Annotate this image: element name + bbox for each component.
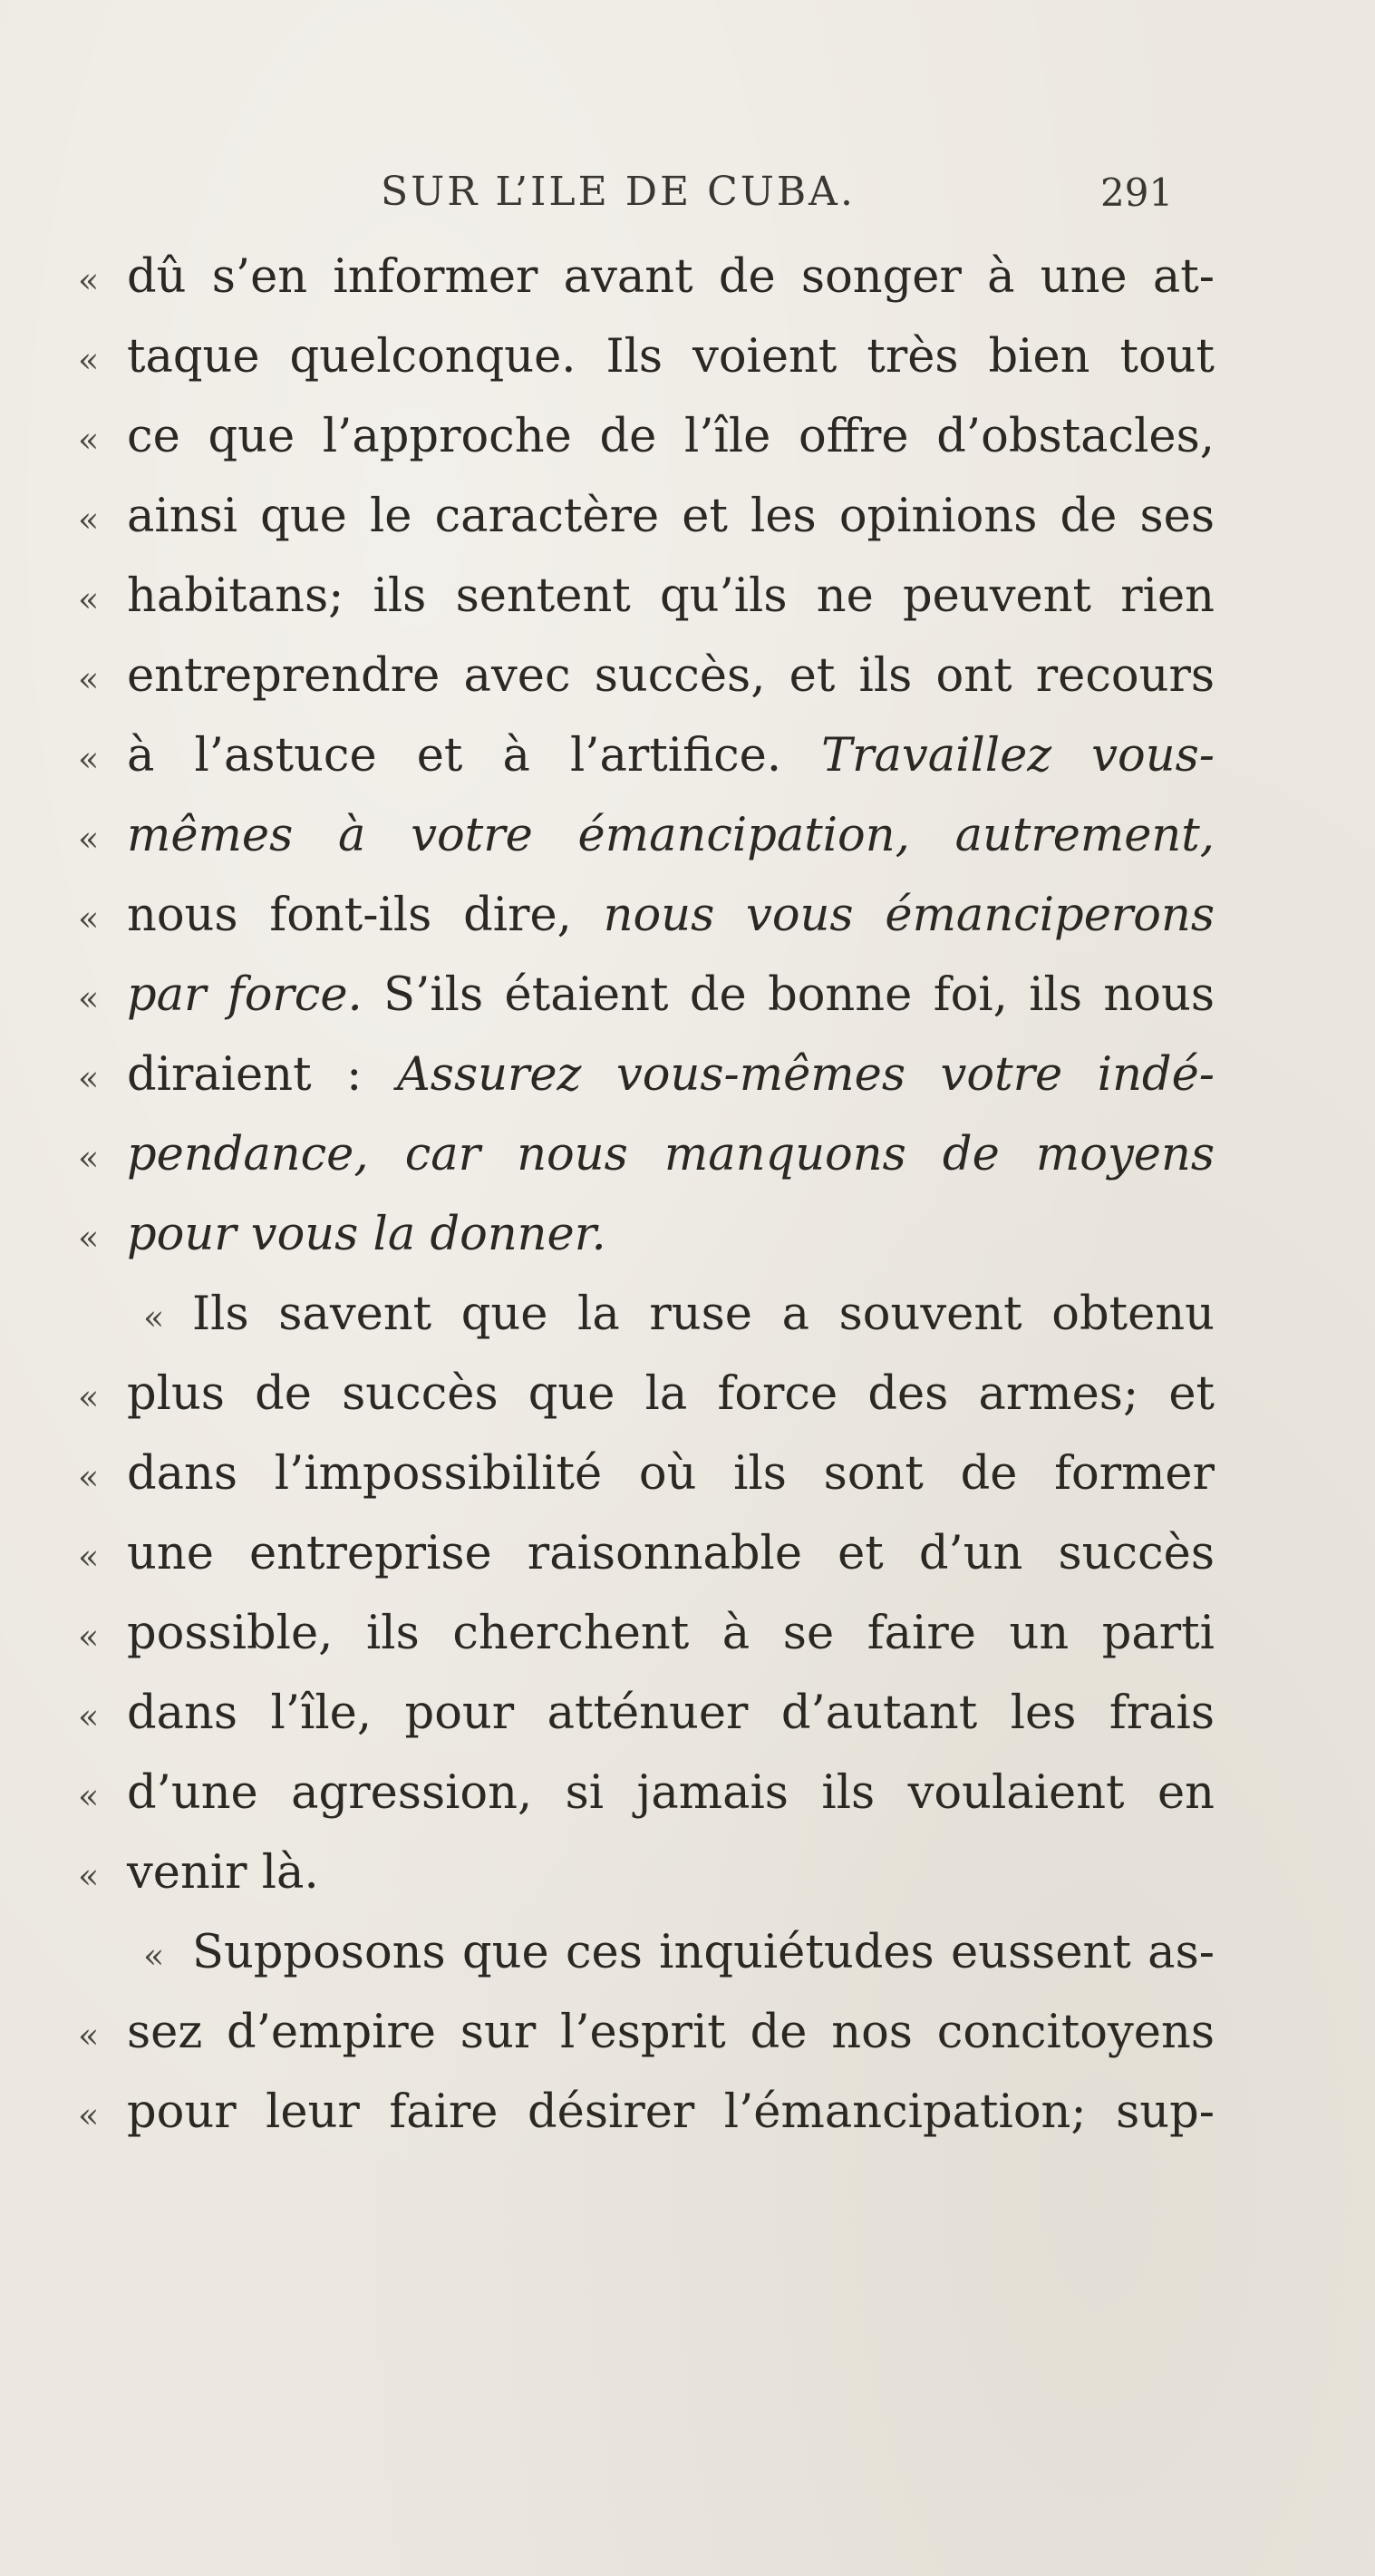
- italic-text: Assurez vous-mêmes votre indé-: [396, 1048, 1215, 1102]
- line-content: [127, 1115, 1215, 1195]
- text-line: [78, 317, 1220, 397]
- roman-text: une entreprise raisonnable et d’un succès: [127, 1527, 1215, 1580]
- roman-text: Supposons que ces inquiétudes eussent as-: [192, 1926, 1215, 1979]
- line-content: [127, 1355, 1215, 1434]
- text-line: [78, 1674, 1220, 1754]
- line-content: [127, 317, 1215, 397]
- roman-text: S’ils étaient de bonne foi, ils nous: [362, 968, 1215, 1022]
- line-content: [127, 1674, 1215, 1754]
- text-line: [78, 1355, 1220, 1434]
- text-line: [78, 1195, 1220, 1275]
- text-line: [78, 397, 1220, 477]
- quote-mark: «: [78, 978, 100, 1018]
- roman-text: pour leur faire désirer l’émancipation; sup-: [127, 2085, 1215, 2139]
- line-content: [127, 1754, 1215, 1833]
- line-content: [127, 1833, 1215, 1913]
- text-line: [78, 876, 1220, 956]
- line-content: [127, 1993, 1215, 2073]
- running-title: SUR L’ILE DE CUBA.: [381, 169, 856, 215]
- text-line: [78, 1035, 1220, 1115]
- roman-text: sez d’empire sur l’esprit de nos concitoyens: [127, 2006, 1215, 2059]
- italic-text: mêmes à votre émancipation, autrement,: [127, 809, 1215, 862]
- quote-mark: «: [78, 1377, 100, 1417]
- text-line: [78, 716, 1220, 796]
- line-content: [127, 956, 1215, 1035]
- quote-mark: «: [78, 2016, 100, 2056]
- text-line: [78, 557, 1220, 637]
- text-line: [78, 1833, 1220, 1913]
- roman-text: nous font-ils dire,: [127, 889, 604, 942]
- quote-mark: «: [78, 579, 100, 619]
- text-line: [78, 956, 1220, 1035]
- roman-text: dans l’impossibilité où ils sont de former: [127, 1447, 1215, 1501]
- text-line: [78, 2073, 1220, 2153]
- text-line: [78, 238, 1220, 317]
- page-header: [0, 169, 1375, 223]
- text-line: [78, 1913, 1220, 1993]
- line-content: [127, 397, 1215, 477]
- roman-text: entreprendre avec succès, et ils ont recours: [127, 649, 1215, 703]
- line-content: [127, 637, 1215, 716]
- line-content: [127, 1035, 1215, 1115]
- italic-text: nous vous émanciperons: [603, 889, 1215, 942]
- quote-mark: «: [78, 1537, 100, 1577]
- roman-text: diraient :: [127, 1048, 397, 1102]
- line-content: [192, 1275, 1215, 1355]
- line-content: [127, 796, 1215, 876]
- line-content: [127, 1594, 1215, 1674]
- roman-text: ainsi que le caractère et les opinions de ses: [127, 490, 1215, 543]
- text-line: [78, 1754, 1220, 1833]
- roman-text: plus de succès que la force des armes; et: [127, 1367, 1215, 1421]
- quote-mark: «: [78, 420, 100, 460]
- line-content: [127, 716, 1215, 796]
- text-line: [78, 1594, 1220, 1674]
- line-content: [127, 876, 1215, 956]
- quote-mark: «: [78, 819, 100, 859]
- roman-text: Ils savent que la ruse a souvent obtenu: [192, 1288, 1215, 1341]
- text-line: [78, 1514, 1220, 1594]
- line-content: [127, 1434, 1215, 1514]
- line-content: [127, 2073, 1215, 2153]
- roman-text: dans l’île, pour atténuer d’autant les frais: [127, 1687, 1215, 1740]
- quote-mark: «: [143, 1298, 165, 1337]
- quote-mark: «: [78, 1138, 100, 1178]
- roman-text: dû s’en informer avant de songer à une at-: [127, 250, 1215, 304]
- roman-text: taque quelconque. Ils voient très bien tout: [127, 330, 1215, 384]
- text-line: [78, 477, 1220, 557]
- quote-mark: «: [78, 500, 100, 540]
- italic-text: par force.: [127, 968, 363, 1022]
- roman-text: venir là.: [127, 1846, 319, 1900]
- quote-mark: «: [78, 1776, 100, 1816]
- quote-mark: «: [78, 1617, 100, 1657]
- quote-mark: «: [78, 739, 100, 779]
- line-content: [192, 1913, 1215, 1993]
- text-line: [78, 637, 1220, 716]
- page-number: 291: [1100, 170, 1174, 215]
- quote-mark: «: [78, 340, 100, 380]
- quote-mark: «: [143, 1936, 165, 1976]
- line-content: [127, 477, 1215, 557]
- quote-mark: «: [78, 260, 100, 300]
- quote-mark: «: [78, 1696, 100, 1736]
- quote-mark: «: [78, 659, 100, 699]
- italic-text: pendance, car nous manquons de moyens: [127, 1128, 1215, 1181]
- quote-mark: «: [78, 1218, 100, 1258]
- roman-text: possible, ils cherchent à se faire un parti: [127, 1607, 1215, 1660]
- text-line: [78, 1434, 1220, 1514]
- line-content: [127, 1195, 1215, 1275]
- quote-mark: «: [78, 2095, 100, 2135]
- line-content: [127, 238, 1215, 317]
- text-line: [78, 1993, 1220, 2073]
- text-line: [78, 796, 1220, 876]
- roman-text: habitans; ils sentent qu’ils ne peuvent rien: [127, 569, 1215, 623]
- text-line: [78, 1115, 1220, 1195]
- body-text: [78, 238, 1220, 2153]
- quote-mark: «: [78, 1058, 100, 1098]
- quote-mark: «: [78, 899, 100, 938]
- line-content: [127, 1514, 1215, 1594]
- italic-text: Travaillez vous-: [821, 729, 1215, 783]
- line-content: [127, 557, 1215, 637]
- quote-mark: «: [78, 1856, 100, 1896]
- text-line: [78, 1275, 1220, 1355]
- italic-text: pour vous la donner.: [127, 1208, 606, 1261]
- quote-mark: «: [78, 1457, 100, 1497]
- roman-text: ce que l’approche de l’île offre d’obstacles,: [127, 410, 1215, 463]
- roman-text: d’une agression, si jamais ils voulaient en: [127, 1766, 1215, 1820]
- roman-text: à l’astuce et à l’artifice.: [127, 729, 822, 783]
